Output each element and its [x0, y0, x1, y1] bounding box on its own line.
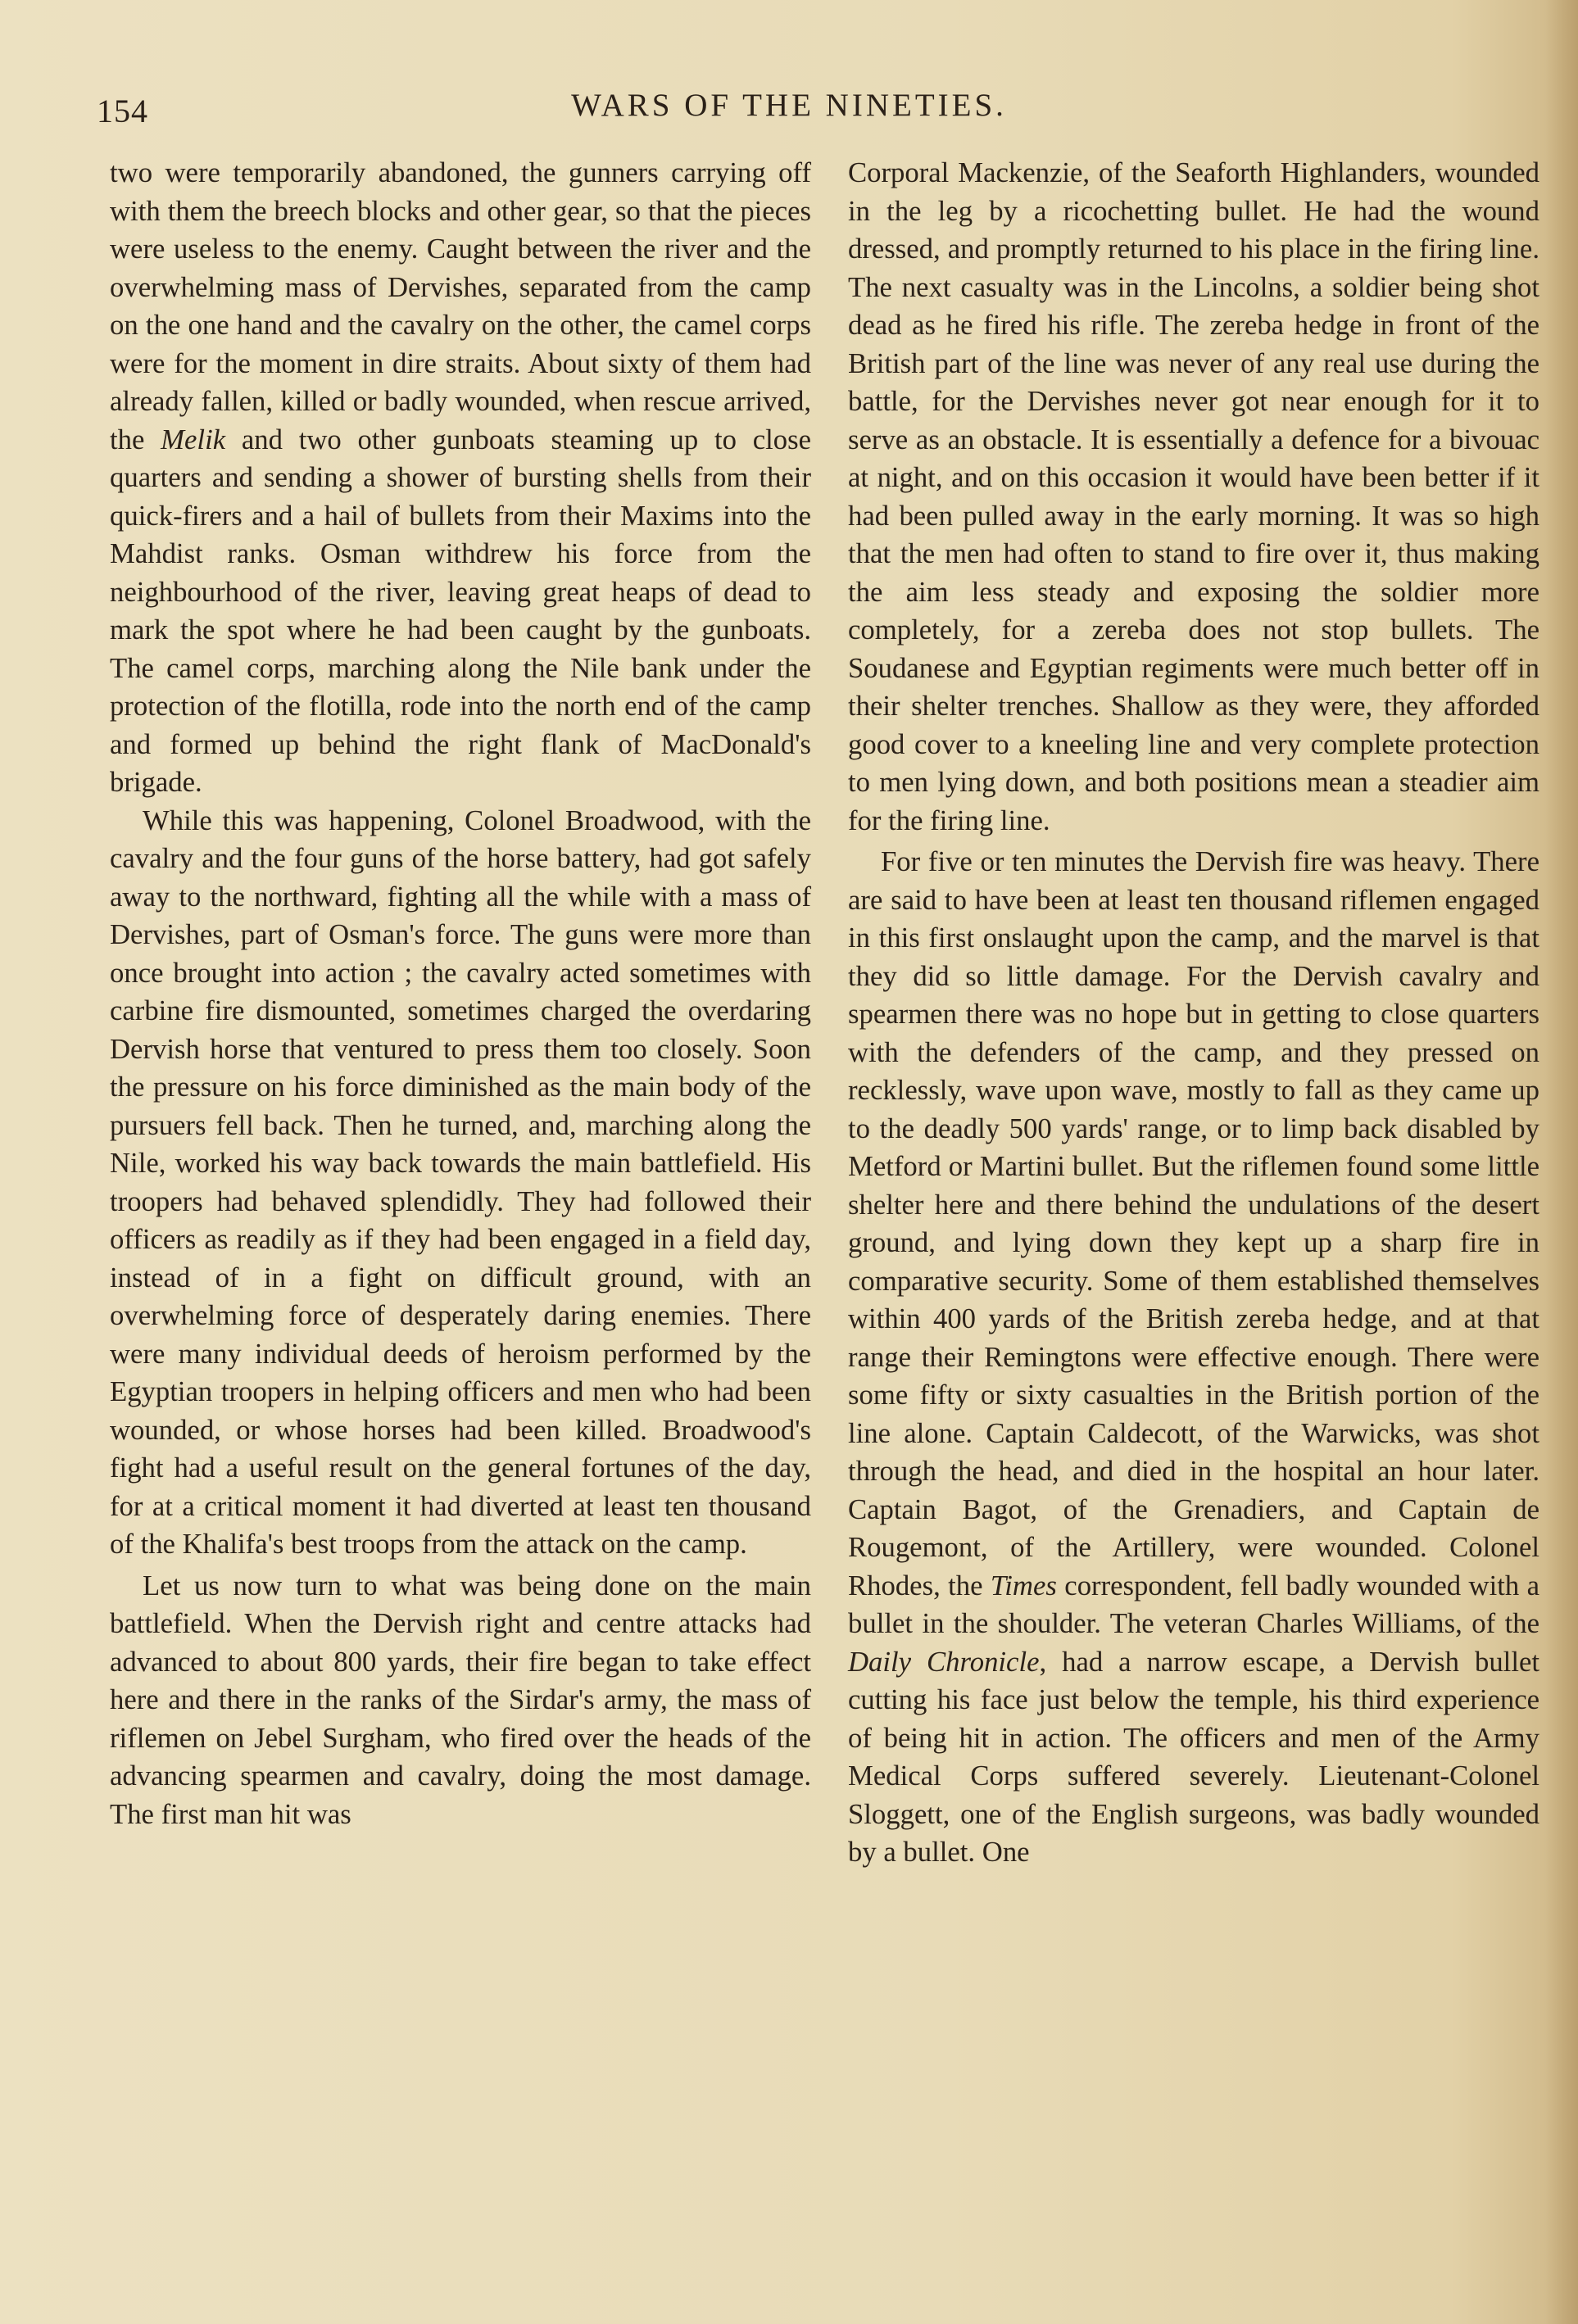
newspaper-daily-chronicle: Daily Chronicle [848, 1645, 1040, 1678]
right-paragraph-2-continued: correspondent, fell badly wounded with a bullet in the shoulder. The veteran Charles Williams, of the [848, 1569, 1539, 1639]
ship-name-melik: Melik [161, 423, 226, 455]
right-paragraph-1: Corporal Mackenzie, of the Seaforth Highlanders, wounded in the leg by a ricochetting bullet. He had the wound dressed, and promptly returned to his place in the firing line. The next casualty was in the Lincolns, a soldier being shot dead as he fired his rifle. The zereba hedge in front of the British part of the line was never of any real use during the battle, for the Dervishes never got near enough for it to serve as an obstacle. It is essentially a defence for a bivouac at night, and on this occasion it would have been better if it had been pulled away in the early morning. It was so high that the men had often to stand to fire over it, thus making the aim less steady and exposing the soldier more completely, for a zereba does not stop bullets. The Soudanese and Egyptian regiments were much better off in their shelter trenches. Shallow as they were, they afforded good cover to a kneeling line and very complete protection to men lying down, and both positions mean a steadier aim for the firing line. [848, 156, 1539, 836]
page-number: 154 [97, 93, 148, 129]
right-column [848, 154, 1539, 1872]
newspaper-times: Times [990, 1569, 1057, 1601]
right-paragraph-2-end: , had a narrow escape, a Dervish bullet cutting his face just below the temple, his third experience of being hit in action. The officers and men of the Army Medical Corps suffered severely. Lieutenant-Colonel Sloggett, one of the English surgeons, was badly wounded by a bullet. One [848, 1645, 1539, 1868]
left-paragraph-1 [110, 154, 811, 802]
running-title: WARS OF THE NINETIES. [571, 88, 1007, 123]
left-paragraph-1-continued: and two other gunboats steaming up to close quarters and sending a shower of bursting shells from their quick-firers and a hail of bullets from their Maxims into the Mahdist ranks. Osman withdrew his force from the neighbourhood of the river, leaving great heaps of dead to mark the spot where he had been caught by the gunboats. The camel corps, marching along the Nile bank under the protection of the flotilla, rode into the north end of the camp and formed up behind the right flank of MacDonald's brigade. [110, 423, 811, 798]
right-paragraph-2-text: For five or ten minutes the Dervish fire was heavy. There are said to have been at least ten thousand riflemen engaged in this first onslaught upon the camp, and the marvel is that they did so little damage. For the Dervish cavalry and spearmen there was no hope but in getting to close quarters with the defenders of the camp, and they pressed on recklessly, wave upon wave, mostly to fall as they came up to the deadly 500 yards' range, or to limp back disabled by Metford or Martini bullet. But the riflemen found some little shelter here and there behind the undulations of the desert ground, and lying down they kept up a sharp fire in comparative security. Some of them established themselves within 400 yards of the British zereba hedge, and at that range their Remingtons were effective enough. There were some fifty or sixty casualties in the British portion of the line alone. Captain Caldecott, of the Warwicks, was shot through the head, and died in the hospital an hour later. Captain Bagot, of the Grenadiers, and Captain de Rougemont, of the Artillery, were wounded. Colonel Rhodes, the [848, 845, 1539, 1601]
right-paragraph-2 [848, 843, 1539, 1872]
left-paragraph-1-text: two were temporarily abandoned, the gunners carrying off with them the breech blocks and other gear, so that the pieces were useless to the enemy. Caught between the river and the overwhelming mass of Dervishes, separated from the camp on the one hand and the cavalry on the other, the camel corps were for the moment in dire straits. About sixty of them had already fallen, killed or badly wounded, when rescue arrived, the [110, 156, 811, 455]
left-paragraph-2: While this was happening, Colonel Broadwood, with the cavalry and the four guns of the horse battery, had got safely away to the northward, fighting all the while with a mass of Dervishes, part of Osman's force. The guns were more than once brought into action ; the cavalry acted sometimes with carbine fire dismounted, sometimes charged the overdaring Dervish horse that ventured to press them too closely. Soon the pressure on his force diminished as the main body of the pursuers fell back. Then he turned, and, marching along the Nile, worked his way back towards the main battlefield. His troopers had behaved splendidly. They had followed their officers as readily as if they had been engaged in a field day, instead of in a fight on difficult ground, with an overwhelming force of desperately daring enemies. There were many individual deeds of heroism performed by the Egyptian troopers in helping officers and men who had been wounded, or whose horses had been killed. Broadwood's fight had a useful result on the general fortunes of the day, for at a critical moment it had diverted at least ten thousand of the Khalifa's best troops from the attack on the camp. [110, 804, 811, 1560]
left-column [110, 154, 811, 1833]
page-edge-shadow [1545, 0, 1578, 2324]
left-paragraph-3: Let us now turn to what was being done on the main battlefield. When the Dervish right and centre attacks had advanced to about 800 yards, their fire began to take effect here and there in the ranks of the Sirdar's army, the mass of riflemen on Jebel Surgham, who fired over the heads of the advancing spearmen and cavalry, doing the most damage. The first man hit was [110, 1569, 811, 1830]
